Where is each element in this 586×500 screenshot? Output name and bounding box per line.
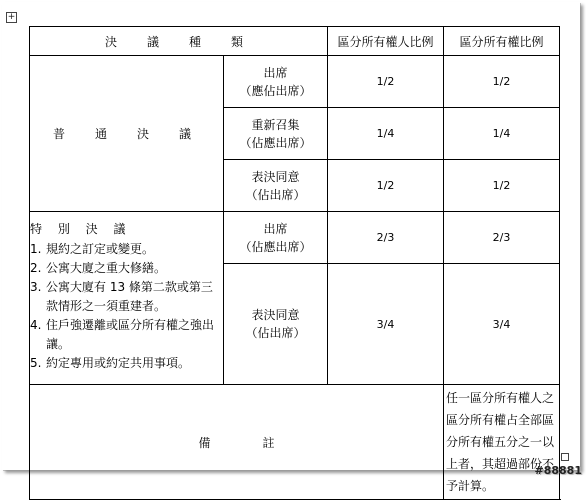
special-resolution-title: 特 別 決 議 <box>30 222 132 236</box>
owner-ratio-cell: 1/4 <box>328 108 444 160</box>
condition-line-2: （佔應出席） <box>239 239 312 254</box>
owner-ratio-cell: 2/3 <box>328 212 444 264</box>
table-resize-handle-icon[interactable] <box>561 453 569 461</box>
condition-line-1: 重新召集 <box>251 117 300 132</box>
condition-line-1: 出席 <box>263 221 288 236</box>
table-row <box>30 56 560 108</box>
special-resolution-list <box>30 240 221 373</box>
list-item: 3. 公寓大廈有 13 條第二款或第三款情形之一須重建者。 <box>30 280 213 313</box>
condition-cell <box>224 56 328 108</box>
note-text-cell: 任一區分所有權人之區分所有權占全部區分所有權五分之一以上者，其超過部份不予計算。 <box>444 385 560 500</box>
condition-line-2: （佔應出席） <box>239 135 312 150</box>
condition-line-1: 表決同意 <box>251 169 300 184</box>
right-ratio-cell: 1/4 <box>444 108 560 160</box>
table-row <box>30 212 560 264</box>
list-item: 2. 公寓大廈之重大修繕。 <box>30 261 167 275</box>
condition-line-1: 表決同意 <box>251 308 300 322</box>
list-item: 1. 規約之訂定或變更。 <box>30 242 155 256</box>
watermark: #88881 <box>534 464 582 477</box>
table-row <box>30 385 560 500</box>
table-header-row <box>30 27 560 56</box>
ordinary-resolution-label: 普 通 決 議 <box>30 56 224 212</box>
condition-cell <box>224 264 328 385</box>
condition-line-2: （應佔出席） <box>239 83 312 98</box>
resolution-table <box>29 26 560 500</box>
right-ratio-cell: 1/2 <box>444 56 560 108</box>
condition-line-2: （佔出席） <box>245 326 306 340</box>
header-owner-ratio: 區分所有權人比例 <box>328 27 444 56</box>
owner-ratio-cell: 1/2 <box>328 56 444 108</box>
owner-ratio-cell: 1/2 <box>328 160 444 212</box>
right-ratio-cell: 1/2 <box>444 160 560 212</box>
note-label-cell: 備註 <box>30 385 444 500</box>
right-ratio-cell: 3/4 <box>444 264 560 385</box>
right-ratio-cell: 2/3 <box>444 212 560 264</box>
table-move-handle-icon[interactable]: + <box>7 12 16 22</box>
condition-cell <box>224 108 328 160</box>
condition-line-1: 出席 <box>263 65 288 80</box>
header-right-ratio: 區分所有權比例 <box>444 27 560 56</box>
list-item: 5. 約定專用或約定共用事項。 <box>30 356 191 370</box>
condition-cell <box>224 212 328 264</box>
condition-cell <box>224 160 328 212</box>
header-type: 決 議 種 類 <box>30 27 328 56</box>
owner-ratio-cell: 3/4 <box>328 264 444 385</box>
condition-line-2: （佔出席） <box>245 187 306 202</box>
special-resolution-cell <box>30 212 224 385</box>
list-item: 4. 住戶強遷離或區分所有權之強出讓。 <box>30 318 215 351</box>
